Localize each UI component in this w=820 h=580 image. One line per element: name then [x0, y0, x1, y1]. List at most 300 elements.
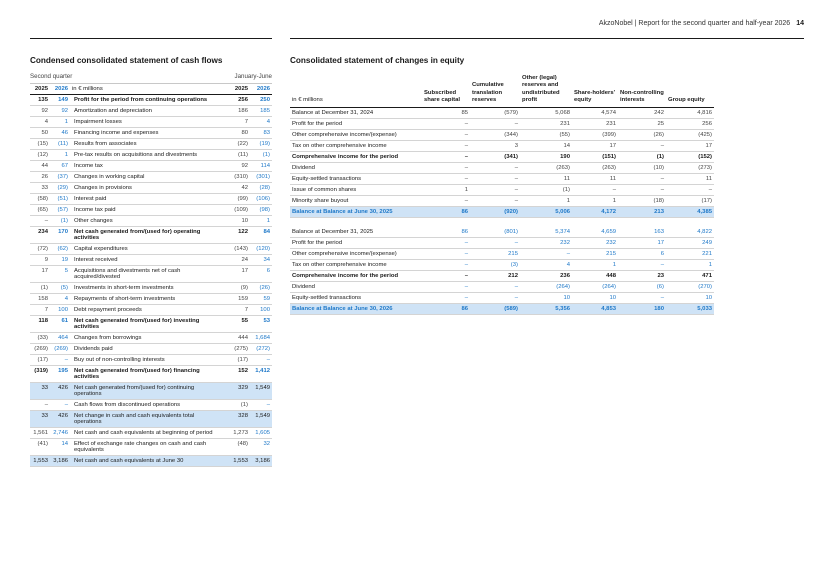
value-cell: (10)	[618, 162, 666, 173]
row-label: Net cash and cash equivalents at June 30	[70, 456, 224, 467]
cash-flow-title: Condensed consolidated statement of cash flows	[30, 56, 223, 65]
row-label: Pre-tax results on acquisitions and divestments	[70, 150, 224, 161]
col-header: in € millions	[70, 84, 224, 95]
q2-2025-cell: (17)	[30, 355, 50, 366]
value-cell: 4,172	[572, 206, 618, 217]
h1-2026-cell: 84	[250, 227, 272, 244]
value-cell: 1	[422, 184, 470, 195]
row-label: Repayments of short-term investments	[70, 294, 224, 305]
value-cell: 4,822	[666, 227, 714, 238]
value-cell: 232	[572, 238, 618, 249]
table-row	[30, 383, 272, 400]
value-cell: (589)	[470, 304, 520, 315]
value-cell: 5,068	[520, 107, 572, 118]
row-label: Dividends paid	[70, 344, 224, 355]
h1-2026-cell: 250	[250, 95, 272, 106]
value-cell: –	[422, 249, 470, 260]
row-label: Net cash generated from/(used for) investing activities	[70, 316, 224, 333]
h1-2025-cell: 7	[224, 117, 250, 128]
table-row	[30, 194, 272, 205]
spacer-cell	[290, 217, 714, 227]
value-cell: –	[422, 260, 470, 271]
row-label: Profit for the period	[290, 238, 422, 249]
h1-2025-cell: 55	[224, 316, 250, 333]
q2-2026-cell: (11)	[50, 139, 70, 150]
value-cell: 4,816	[666, 107, 714, 118]
q2-2026-cell: (62)	[50, 244, 70, 255]
row-label: Net cash generated from/(used for) operating activities	[70, 227, 224, 244]
value-cell: –	[422, 282, 470, 293]
h1-2025-cell: 122	[224, 227, 250, 244]
table-row	[30, 305, 272, 316]
row-label: Tax on other comprehensive income	[290, 140, 422, 151]
value-cell: –	[666, 184, 714, 195]
value-cell: –	[470, 162, 520, 173]
h1-2025-cell: 329	[224, 383, 250, 400]
value-cell: 11	[572, 173, 618, 184]
row-label: Comprehensive income for the period	[290, 151, 422, 162]
table-row	[290, 260, 714, 271]
table-row	[30, 117, 272, 128]
h1-2026-cell: 1,684	[250, 333, 272, 344]
col-header: 2025	[224, 84, 250, 95]
h1-2025-cell: 1,273	[224, 428, 250, 439]
h1-2025-cell: (17)	[224, 355, 250, 366]
table-row	[30, 95, 272, 106]
value-cell: (425)	[666, 129, 714, 140]
page-number: 14	[796, 20, 804, 27]
value-cell: 212	[470, 271, 520, 282]
value-cell: 1	[572, 195, 618, 206]
table-row	[290, 195, 714, 206]
q2-2025-cell: 26	[30, 172, 50, 183]
row-label: Results from associates	[70, 139, 224, 150]
value-cell: (341)	[470, 151, 520, 162]
q2-2025-cell: (72)	[30, 244, 50, 255]
col-header: 2026	[250, 84, 272, 95]
row-label: Financing income and expenses	[70, 128, 224, 139]
col-header: 2025	[30, 84, 50, 95]
value-cell: 213	[618, 206, 666, 217]
value-cell: 256	[666, 118, 714, 129]
spacer-row	[290, 217, 714, 227]
value-cell: 14	[520, 140, 572, 151]
q2-2025-cell: 33	[30, 183, 50, 194]
row-label: Tax on other comprehensive income	[290, 260, 422, 271]
row-label: Changes from borrowings	[70, 333, 224, 344]
value-cell: –	[422, 162, 470, 173]
q2-2025-cell: 158	[30, 294, 50, 305]
block-spacer	[290, 217, 714, 227]
value-cell: 215	[572, 249, 618, 260]
q2-2025-cell: (12)	[30, 150, 50, 161]
q2-2026-cell: 14	[50, 439, 70, 456]
value-cell: 5,033	[666, 304, 714, 315]
table-row	[290, 118, 714, 129]
h1-2026-cell: –	[250, 400, 272, 411]
q2-2025-cell: –	[30, 400, 50, 411]
h1-2026-cell: 1	[250, 216, 272, 227]
q2-2025-cell: 135	[30, 95, 50, 106]
value-cell: 249	[666, 238, 714, 249]
table-row	[30, 428, 272, 439]
h1-2026-cell: 3,186	[250, 456, 272, 467]
h1-2025-cell: 10	[224, 216, 250, 227]
h1-2025-cell: 328	[224, 411, 250, 428]
h1-2025-cell: (48)	[224, 439, 250, 456]
h1-2026-cell: (120)	[250, 244, 272, 255]
row-label: Equity-settled transactions	[290, 293, 422, 304]
value-cell: 11	[520, 173, 572, 184]
value-cell: 86	[422, 304, 470, 315]
value-cell: 85	[422, 107, 470, 118]
row-label: Changes in working capital	[70, 172, 224, 183]
value-cell: –	[422, 129, 470, 140]
row-label: Amortization and depreciation	[70, 106, 224, 117]
q2-2026-cell: (57)	[50, 205, 70, 216]
value-cell: –	[618, 260, 666, 271]
q2-2025-cell: 9	[30, 255, 50, 266]
value-cell: (264)	[520, 282, 572, 293]
row-label: Net cash generated from/(used for) financing activities	[70, 366, 224, 383]
table-row	[290, 173, 714, 184]
col-header: Subscribed share capital	[424, 89, 461, 104]
table-row	[30, 400, 272, 411]
q2-2025-cell: 33	[30, 383, 50, 400]
row-label: Other comprehensive income/(expense)	[290, 249, 422, 260]
h1-2026-cell: (28)	[250, 183, 272, 194]
h1-2026-cell: (26)	[250, 283, 272, 294]
q2-2025-cell: (41)	[30, 439, 50, 456]
value-cell: (55)	[520, 129, 572, 140]
cash-flow-statement	[30, 56, 272, 467]
table-row	[30, 344, 272, 355]
h1-2025-cell: 186	[224, 106, 250, 117]
value-cell: –	[470, 184, 520, 195]
value-cell: 17	[666, 140, 714, 151]
row-label: Acquisitions and divestments net of cash acquired/divested	[70, 266, 224, 283]
h1-2026-cell: 32	[250, 439, 272, 456]
table-row	[30, 266, 272, 283]
value-cell: 4	[520, 260, 572, 271]
q2-2026-cell: –	[50, 400, 70, 411]
h1-2025-cell: 17	[224, 266, 250, 283]
h1-2025-cell: (143)	[224, 244, 250, 255]
h1-2025-cell: (11)	[224, 150, 250, 161]
table-row	[290, 140, 714, 151]
h1-2026-cell: 4	[250, 117, 272, 128]
table-row	[290, 282, 714, 293]
h1-2026-cell: (301)	[250, 172, 272, 183]
h1-2025-cell: 444	[224, 333, 250, 344]
q2-2026-cell: 426	[50, 411, 70, 428]
h1-2025-cell: 42	[224, 183, 250, 194]
table-row	[290, 271, 714, 282]
col-header: Other (legal) reserves and undistributed profit	[522, 75, 560, 104]
h1-2025-cell: (275)	[224, 344, 250, 355]
row-label: Equity-settled transactions	[290, 173, 422, 184]
q2-2026-cell: (5)	[50, 283, 70, 294]
value-cell: 10	[520, 293, 572, 304]
value-cell: (264)	[572, 282, 618, 293]
q2-2025-cell: 1,553	[30, 456, 50, 467]
value-cell: 10	[572, 293, 618, 304]
table-row	[30, 316, 272, 333]
value-cell: (3)	[470, 260, 520, 271]
table-row	[290, 107, 714, 118]
h1-2025-cell: (109)	[224, 205, 250, 216]
value-cell: –	[422, 293, 470, 304]
h1-2026-cell: 34	[250, 255, 272, 266]
value-cell: (17)	[666, 195, 714, 206]
table-row	[290, 238, 714, 249]
value-cell: (26)	[618, 129, 666, 140]
q2-2026-cell: (269)	[50, 344, 70, 355]
h1-2026-cell: 83	[250, 128, 272, 139]
divider	[290, 38, 804, 39]
equity-table	[290, 73, 714, 315]
col-header: Cumulative translation reserves	[472, 82, 504, 104]
value-cell: –	[422, 118, 470, 129]
h1-2026-cell: 114	[250, 161, 272, 172]
table-row	[30, 216, 272, 227]
q2-2026-cell: 149	[50, 95, 70, 106]
row-label: Cash flows from discontinued operations	[70, 400, 224, 411]
q2-2025-cell: 92	[30, 106, 50, 117]
row-label: Net cash and cash equivalents at beginning of period	[70, 428, 224, 439]
value-cell: 5,006	[520, 206, 572, 217]
value-cell: –	[618, 140, 666, 151]
value-cell: 448	[572, 271, 618, 282]
row-label: Buy out of non-controlling interests	[70, 355, 224, 366]
table-row	[290, 304, 714, 315]
q2-2026-cell: 67	[50, 161, 70, 172]
period-left: Second quarter	[30, 73, 73, 80]
row-label: Profit for the period from continuing operations	[70, 95, 224, 106]
h1-2025-cell: 152	[224, 366, 250, 383]
q2-2026-cell: 5	[50, 266, 70, 283]
q2-2025-cell: (58)	[30, 194, 50, 205]
value-cell: 4,659	[572, 227, 618, 238]
value-cell: –	[470, 293, 520, 304]
q2-2026-cell: 195	[50, 366, 70, 383]
h1-2025-cell: (22)	[224, 139, 250, 150]
q2-2025-cell: (15)	[30, 139, 50, 150]
value-cell: 3	[470, 140, 520, 151]
value-cell: –	[618, 184, 666, 195]
q2-2025-cell: 7	[30, 305, 50, 316]
row-label: Other comprehensive income/(expense)	[290, 129, 422, 140]
value-cell: –	[470, 238, 520, 249]
value-cell: 232	[520, 238, 572, 249]
q2-2025-cell: (33)	[30, 333, 50, 344]
col-header: Non-controlling interests	[620, 89, 664, 104]
value-cell: 1	[572, 260, 618, 271]
value-cell: 23	[618, 271, 666, 282]
table-row	[30, 106, 272, 117]
period-right: January-June	[234, 73, 272, 80]
row-label: Income tax	[70, 161, 224, 172]
h1-2026-cell: 6	[250, 266, 272, 283]
h1-2025-cell: 256	[224, 95, 250, 106]
value-cell: 10	[666, 293, 714, 304]
value-cell: (579)	[470, 107, 520, 118]
h1-2026-cell: 1,549	[250, 411, 272, 428]
value-cell: –	[618, 173, 666, 184]
value-cell: 1	[666, 260, 714, 271]
value-cell: (152)	[666, 151, 714, 162]
equity-block-2026	[290, 227, 714, 315]
q2-2025-cell: 234	[30, 227, 50, 244]
h1-2026-cell: (19)	[250, 139, 272, 150]
value-cell: (263)	[520, 162, 572, 173]
value-cell: (263)	[572, 162, 618, 173]
value-cell: 163	[618, 227, 666, 238]
table-row	[30, 205, 272, 216]
table-row	[30, 172, 272, 183]
h1-2025-cell: (1)	[224, 400, 250, 411]
q2-2026-cell: 46	[50, 128, 70, 139]
row-label: Interest received	[70, 255, 224, 266]
cash-flow-body	[30, 95, 272, 467]
q2-2025-cell: 17	[30, 266, 50, 283]
h1-2025-cell: 80	[224, 128, 250, 139]
value-cell: 5,374	[520, 227, 572, 238]
h1-2026-cell: 1,549	[250, 383, 272, 400]
q2-2026-cell: 100	[50, 305, 70, 316]
value-cell: (1)	[618, 151, 666, 162]
value-cell: (801)	[470, 227, 520, 238]
q2-2026-cell: (51)	[50, 194, 70, 205]
value-cell: –	[470, 173, 520, 184]
h1-2026-cell: 53	[250, 316, 272, 333]
table-row	[30, 128, 272, 139]
table-row	[290, 184, 714, 195]
q2-2026-cell: (37)	[50, 172, 70, 183]
q2-2025-cell: (1)	[30, 283, 50, 294]
q2-2025-cell: –	[30, 216, 50, 227]
table-row	[30, 255, 272, 266]
row-label: Capital expenditures	[70, 244, 224, 255]
page-header	[599, 20, 804, 27]
value-cell: 231	[520, 118, 572, 129]
value-cell: 17	[572, 140, 618, 151]
value-cell: 471	[666, 271, 714, 282]
q2-2026-cell: 92	[50, 106, 70, 117]
value-cell: 1	[520, 195, 572, 206]
table-row	[30, 183, 272, 194]
h1-2026-cell: 59	[250, 294, 272, 305]
table-row	[30, 411, 272, 428]
value-cell: 86	[422, 206, 470, 217]
q2-2026-cell: 4	[50, 294, 70, 305]
table-row	[290, 206, 714, 217]
table-row	[290, 129, 714, 140]
q2-2026-cell: 19	[50, 255, 70, 266]
q2-2026-cell: 2,746	[50, 428, 70, 439]
q2-2026-cell: 464	[50, 333, 70, 344]
value-cell: –	[422, 173, 470, 184]
table-row	[30, 283, 272, 294]
value-cell: (399)	[572, 129, 618, 140]
table-row	[30, 366, 272, 383]
report-title: AkzoNobel | Report for the second quarter and half-year 2026	[598, 20, 791, 27]
q2-2025-cell: 4	[30, 117, 50, 128]
row-label: Income tax paid	[70, 205, 224, 216]
row-label: Balance at Balance at June 30, 2026	[290, 304, 422, 315]
h1-2025-cell: 92	[224, 161, 250, 172]
value-cell: –	[470, 118, 520, 129]
value-cell: (18)	[618, 195, 666, 206]
value-cell: –	[572, 184, 618, 195]
row-label: Changes in provisions	[70, 183, 224, 194]
value-cell: 11	[666, 173, 714, 184]
h1-2025-cell: (99)	[224, 194, 250, 205]
h1-2026-cell: 185	[250, 106, 272, 117]
q2-2025-cell: 33	[30, 411, 50, 428]
value-cell: –	[422, 140, 470, 151]
unit-label: in € millions	[292, 97, 323, 104]
q2-2025-cell: 118	[30, 316, 50, 333]
h1-2026-cell: (106)	[250, 194, 272, 205]
table-row	[30, 139, 272, 150]
value-cell: 4,853	[572, 304, 618, 315]
value-cell: 231	[572, 118, 618, 129]
value-cell: –	[470, 282, 520, 293]
value-cell: 242	[618, 107, 666, 118]
equity-statement	[290, 56, 714, 315]
row-label: Dividend	[290, 162, 422, 173]
value-cell: –	[422, 271, 470, 282]
q2-2026-cell: 1	[50, 150, 70, 161]
row-label: Balance at Balance at June 30, 2025	[290, 206, 422, 217]
col-header: Group equity	[668, 97, 705, 104]
value-cell: 215	[470, 249, 520, 260]
value-cell: 5,356	[520, 304, 572, 315]
q2-2026-cell: (1)	[50, 216, 70, 227]
table-header-row	[30, 84, 272, 95]
table-header-row	[290, 73, 714, 107]
value-cell: –	[470, 195, 520, 206]
h1-2025-cell: (9)	[224, 283, 250, 294]
value-cell: 6	[618, 249, 666, 260]
q2-2025-cell: (319)	[30, 366, 50, 383]
h1-2026-cell: –	[250, 355, 272, 366]
table-row	[290, 249, 714, 260]
q2-2026-cell: 3,186	[50, 456, 70, 467]
table-row	[290, 227, 714, 238]
q2-2026-cell: 426	[50, 383, 70, 400]
value-cell: –	[422, 195, 470, 206]
cash-flow-table	[30, 84, 272, 467]
row-label: Dividend	[290, 282, 422, 293]
value-cell: 236	[520, 271, 572, 282]
table-row	[290, 151, 714, 162]
row-label: Effect of exchange rate changes on cash and cash equivalents	[70, 439, 224, 456]
h1-2025-cell: (310)	[224, 172, 250, 183]
h1-2026-cell: (1)	[250, 150, 272, 161]
h1-2025-cell: 1,553	[224, 456, 250, 467]
table-row	[30, 294, 272, 305]
value-cell: (270)	[666, 282, 714, 293]
col-header: Share-holders' equity	[574, 89, 616, 104]
row-label: Debt repayment proceeds	[70, 305, 224, 316]
h1-2026-cell: (98)	[250, 205, 272, 216]
q2-2025-cell: 50	[30, 128, 50, 139]
h1-2026-cell: 100	[250, 305, 272, 316]
h1-2025-cell: 159	[224, 294, 250, 305]
col-header: 2026	[50, 84, 70, 95]
